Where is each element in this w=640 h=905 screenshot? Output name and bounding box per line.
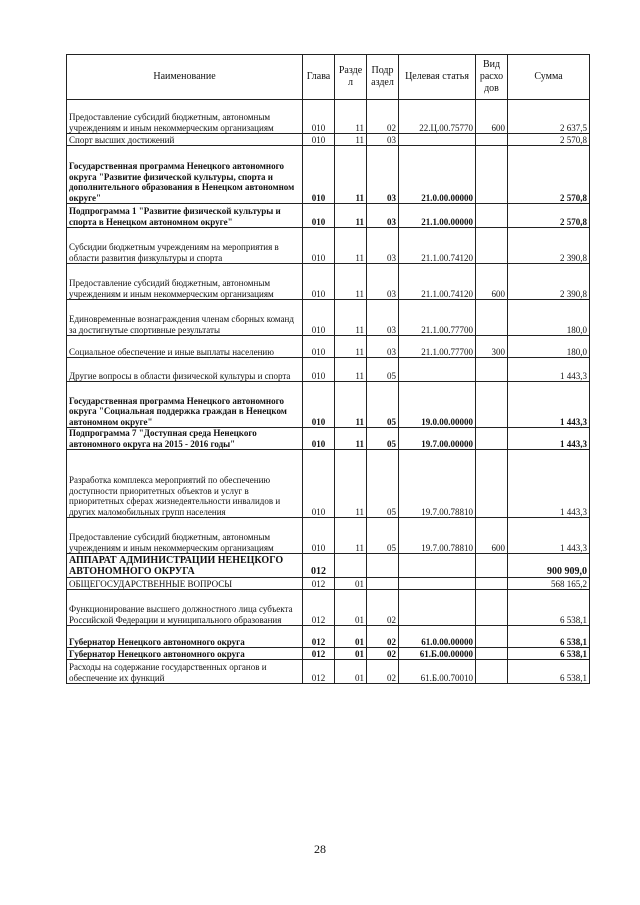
row-name-cell: АППАРАТ АДМИНИСТРАЦИИ НЕНЕЦКОГО АВТОНОМНОГО ОКРУГА	[67, 554, 303, 578]
header-glava: Глава	[303, 55, 335, 100]
table-row	[67, 100, 590, 134]
table-row	[67, 554, 590, 578]
row-razdel-cell: 11	[335, 146, 367, 204]
row-podrazdel-cell: 02	[367, 590, 399, 626]
row-statya-cell: 19.7.00.00000	[399, 428, 476, 450]
row-razdel-cell: 11	[335, 518, 367, 554]
row-vid-cell	[476, 134, 508, 146]
row-name-cell: Предоставление субсидий бюджетным, автономным учреждениям и иным некоммерческим организациям	[67, 518, 303, 554]
row-razdel-cell: 11	[335, 100, 367, 134]
row-summa-cell: 180,0	[508, 300, 590, 336]
row-statya-cell: 61.Б.00.00000	[399, 648, 476, 660]
header-podrazdel: Подр аздел	[367, 55, 399, 100]
row-vid-cell	[476, 578, 508, 590]
table-row	[67, 450, 590, 518]
row-vid-cell	[476, 648, 508, 660]
row-glava-cell: 010	[303, 358, 335, 382]
row-podrazdel-cell: 05	[367, 518, 399, 554]
row-vid-cell	[476, 626, 508, 648]
row-glava-cell: 012	[303, 578, 335, 590]
row-name-cell: Подпрограмма 1 "Развитие физической культуры и спорта в Ненецком автономном округе"	[67, 204, 303, 228]
table-row	[67, 590, 590, 626]
row-vid-cell	[476, 204, 508, 228]
row-vid-cell	[476, 428, 508, 450]
row-name-cell: Подпрограмма 7 "Доступная среда Ненецкого автономного округа на 2015 - 2016 годы"	[67, 428, 303, 450]
row-razdel-cell: 11	[335, 450, 367, 518]
row-vid-cell	[476, 300, 508, 336]
row-glava-cell: 010	[303, 300, 335, 336]
row-statya-cell: 21.1.00.74120	[399, 264, 476, 300]
row-name-cell: Субсидии бюджетным учреждениям на мероприятия в области развития физкультуры и спорта	[67, 228, 303, 264]
row-statya-cell: 21.1.00.77700	[399, 300, 476, 336]
row-statya-cell: 61.0.00.00000	[399, 626, 476, 648]
row-name-cell: Предоставление субсидий бюджетным, автономным учреждениям и иным некоммерческим организациям	[67, 264, 303, 300]
row-vid-cell: 600	[476, 264, 508, 300]
row-summa-cell: 2 637,5	[508, 100, 590, 134]
header-name: Наименование	[67, 55, 303, 100]
row-razdel-cell: 01	[335, 648, 367, 660]
table-row	[67, 382, 590, 428]
row-razdel-cell: 11	[335, 336, 367, 358]
page-number: 28	[314, 842, 326, 856]
header-vid: Вид расхо дов	[476, 55, 508, 100]
row-name-cell: Государственная программа Ненецкого автономного округа "Социальная поддержка граждан в Ненецком автономном округе"	[67, 382, 303, 428]
header-statya: Целевая статья	[399, 55, 476, 100]
row-glava-cell: 010	[303, 100, 335, 134]
table-row	[67, 626, 590, 648]
row-glava-cell: 010	[303, 228, 335, 264]
row-summa-cell: 6 538,1	[508, 590, 590, 626]
table-row	[67, 134, 590, 146]
row-podrazdel-cell: 05	[367, 450, 399, 518]
row-podrazdel-cell: 02	[367, 100, 399, 134]
row-summa-cell: 1 443,3	[508, 428, 590, 450]
row-name-cell: Губернатор Ненецкого автономного округа	[67, 626, 303, 648]
table-row	[67, 358, 590, 382]
row-statya-cell: 61.Б.00.70010	[399, 660, 476, 684]
row-name-cell: Разработка комплекса мероприятий по обеспечению доступности приоритетных объектов и услуг в приоритетных сферах жизнедеятельности инвалидов и других маломобильных групп населения	[67, 450, 303, 518]
row-name-cell: Функционирование высшего должностного лица субъекта Российской Федерации и муниципального образования	[67, 590, 303, 626]
row-summa-cell: 900 909,0	[508, 554, 590, 578]
row-vid-cell	[476, 382, 508, 428]
row-razdel-cell: 01	[335, 590, 367, 626]
table-row	[67, 428, 590, 450]
row-vid-cell	[476, 590, 508, 626]
row-razdel-cell: 11	[335, 382, 367, 428]
row-vid-cell	[476, 358, 508, 382]
row-razdel-cell: 11	[335, 264, 367, 300]
table-row	[67, 578, 590, 590]
row-razdel-cell: 11	[335, 204, 367, 228]
row-statya-cell: 19.0.00.00000	[399, 382, 476, 428]
row-name-cell: Государственная программа Ненецкого автономного округа "Развитие физической культуры, спорта и дополнительного образования в Ненецком автономном округе"	[67, 146, 303, 204]
row-glava-cell: 010	[303, 204, 335, 228]
row-razdel-cell: 11	[335, 300, 367, 336]
row-statya-cell	[399, 134, 476, 146]
row-statya-cell: 21.1.00.00000	[399, 204, 476, 228]
row-podrazdel-cell: 05	[367, 358, 399, 382]
row-statya-cell: 19.7.00.78810	[399, 518, 476, 554]
row-podrazdel-cell: 03	[367, 300, 399, 336]
row-statya-cell: 22.Ц.00.75770	[399, 100, 476, 134]
row-summa-cell: 1 443,3	[508, 382, 590, 428]
row-vid-cell	[476, 228, 508, 264]
row-razdel-cell: 11	[335, 428, 367, 450]
row-summa-cell: 2 570,8	[508, 134, 590, 146]
table-row	[67, 660, 590, 684]
row-vid-cell	[476, 450, 508, 518]
row-razdel-cell: 01	[335, 626, 367, 648]
table-row	[67, 146, 590, 204]
row-name-cell: Предоставление субсидий бюджетным, автономным учреждениям и иным некоммерческим организациям	[67, 100, 303, 134]
row-glava-cell: 010	[303, 428, 335, 450]
row-statya-cell: 21.0.00.00000	[399, 146, 476, 204]
row-glava-cell: 010	[303, 336, 335, 358]
row-vid-cell: 600	[476, 100, 508, 134]
row-summa-cell: 568 165,2	[508, 578, 590, 590]
table-row	[67, 336, 590, 358]
row-podrazdel-cell: 03	[367, 146, 399, 204]
row-name-cell: ОБЩЕГОСУДАРСТВЕННЫЕ ВОПРОСЫ	[67, 578, 303, 590]
row-summa-cell: 1 443,3	[508, 518, 590, 554]
row-glava-cell: 012	[303, 660, 335, 684]
row-statya-cell	[399, 578, 476, 590]
row-podrazdel-cell: 05	[367, 382, 399, 428]
row-razdel-cell: 11	[335, 134, 367, 146]
row-statya-cell	[399, 590, 476, 626]
header-razdel: Разде л	[335, 55, 367, 100]
row-statya-cell: 19.7.00.78810	[399, 450, 476, 518]
row-name-cell: Губернатор Ненецкого автономного округа	[67, 648, 303, 660]
row-glava-cell: 010	[303, 518, 335, 554]
row-statya-cell: 21.1.00.77700	[399, 336, 476, 358]
row-statya-cell: 21.1.00.74120	[399, 228, 476, 264]
header-summa: Сумма	[508, 55, 590, 100]
row-glava-cell: 010	[303, 264, 335, 300]
row-podrazdel-cell	[367, 578, 399, 590]
row-podrazdel-cell: 05	[367, 428, 399, 450]
table-row	[67, 648, 590, 660]
row-podrazdel-cell: 02	[367, 626, 399, 648]
row-name-cell: Спорт высших достижений	[67, 134, 303, 146]
row-podrazdel-cell: 02	[367, 648, 399, 660]
row-summa-cell: 1 443,3	[508, 450, 590, 518]
row-glava-cell: 010	[303, 146, 335, 204]
row-name-cell: Другие вопросы в области физической культуры и спорта	[67, 358, 303, 382]
row-name-cell: Единовременные вознаграждения членам сборных команд за достигнутые спортивные результаты	[67, 300, 303, 336]
table-row	[67, 300, 590, 336]
row-podrazdel-cell	[367, 554, 399, 578]
row-glava-cell: 010	[303, 450, 335, 518]
row-razdel-cell: 01	[335, 660, 367, 684]
row-summa-cell: 6 538,1	[508, 660, 590, 684]
row-summa-cell: 6 538,1	[508, 626, 590, 648]
budget-table	[66, 54, 590, 684]
row-razdel-cell: 11	[335, 358, 367, 382]
row-podrazdel-cell: 02	[367, 660, 399, 684]
row-podrazdel-cell: 03	[367, 204, 399, 228]
row-summa-cell: 2 570,8	[508, 204, 590, 228]
table-body	[67, 100, 590, 684]
row-podrazdel-cell: 03	[367, 228, 399, 264]
row-glava-cell: 012	[303, 590, 335, 626]
table-row	[67, 204, 590, 228]
row-razdel-cell: 11	[335, 228, 367, 264]
row-summa-cell: 180,0	[508, 336, 590, 358]
row-vid-cell: 600	[476, 518, 508, 554]
table-row	[67, 228, 590, 264]
row-name-cell: Социальное обеспечение и иные выплаты населению	[67, 336, 303, 358]
row-razdel-cell	[335, 554, 367, 578]
row-summa-cell: 6 538,1	[508, 648, 590, 660]
row-statya-cell	[399, 554, 476, 578]
row-vid-cell: 300	[476, 336, 508, 358]
table-header-row	[67, 55, 590, 100]
row-podrazdel-cell: 03	[367, 264, 399, 300]
row-razdel-cell: 01	[335, 578, 367, 590]
row-name-cell: Расходы на содержание государственных органов и обеспечение их функций	[67, 660, 303, 684]
row-glava-cell: 012	[303, 554, 335, 578]
row-glava-cell: 010	[303, 134, 335, 146]
table-row	[67, 518, 590, 554]
table-row	[67, 264, 590, 300]
row-glava-cell: 010	[303, 382, 335, 428]
row-statya-cell	[399, 358, 476, 382]
row-summa-cell: 2 390,8	[508, 228, 590, 264]
row-summa-cell: 2 570,8	[508, 146, 590, 204]
row-glava-cell: 012	[303, 648, 335, 660]
row-vid-cell	[476, 660, 508, 684]
row-vid-cell	[476, 554, 508, 578]
row-podrazdel-cell: 03	[367, 336, 399, 358]
row-summa-cell: 2 390,8	[508, 264, 590, 300]
row-summa-cell: 1 443,3	[508, 358, 590, 382]
row-vid-cell	[476, 146, 508, 204]
row-glava-cell: 012	[303, 626, 335, 648]
row-podrazdel-cell: 03	[367, 134, 399, 146]
